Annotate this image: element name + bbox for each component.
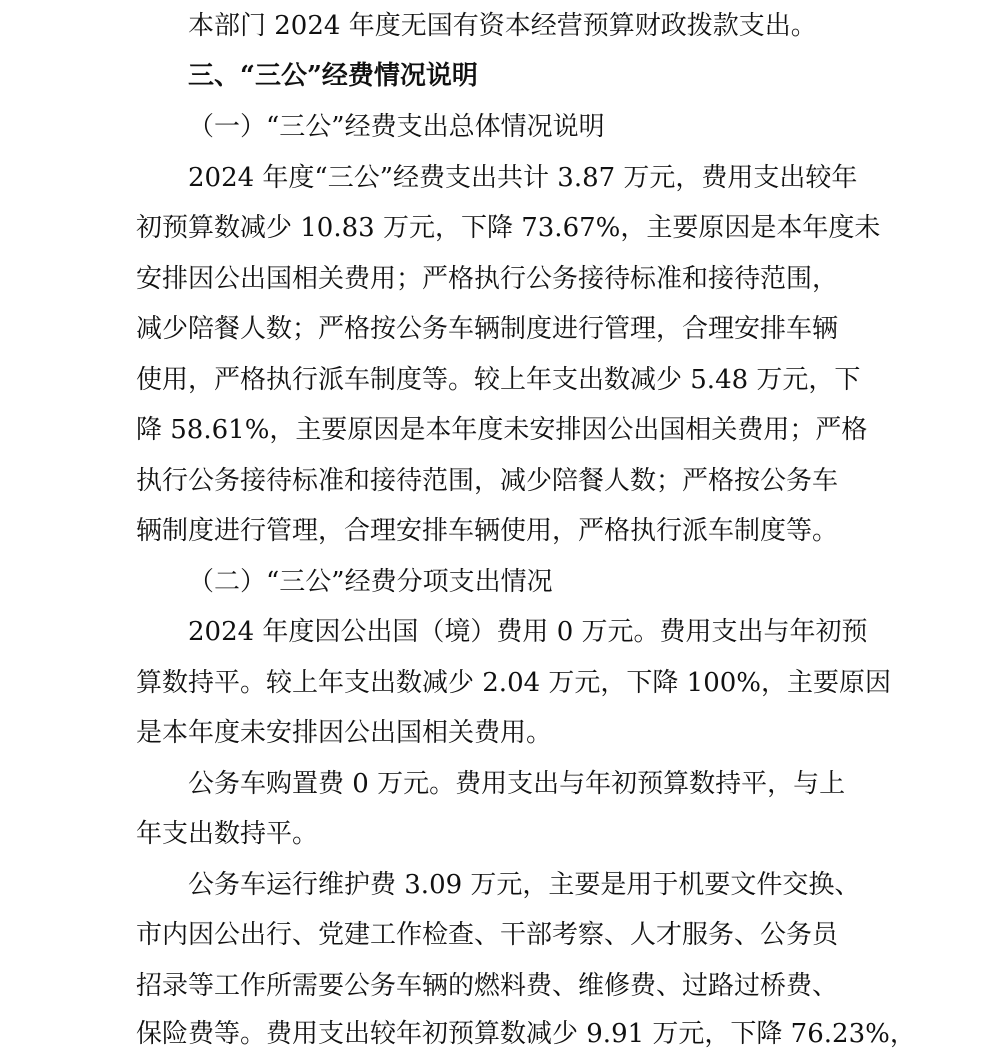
body-text-line: 安排因公出国相关费用；严格执行公务接待标准和接待范围， (136, 264, 839, 294)
body-text-line: 初预算数减少 10.83 万元，下降 73.67%，主要原因是本年度未 (136, 213, 881, 243)
body-text-line: 公务车运行维护费 3.09 万元，主要是用于机要文件交换、 (188, 870, 861, 900)
section-heading: 三、“三公”经费情况说明 (188, 61, 478, 91)
subsection-heading: （一）“三公”经费支出总体情况说明 (188, 112, 605, 142)
body-text-line: 2024 年度“三公”经费支出共计 3.87 万元，费用支出较年 (188, 163, 858, 193)
body-text-line: 减少陪餐人数；严格按公务车辆制度进行管理，合理安排车辆 (136, 314, 839, 344)
body-text-line: 执行公务接待标准和接待范围，减少陪餐人数；严格按公务车 (136, 466, 839, 496)
body-text-line: 市内因公出行、党建工作检查、干部考察、人才服务、公务员 (136, 920, 839, 950)
body-text-line: 2024 年度因公出国（境）费用 0 万元。费用支出与年初预 (188, 617, 868, 647)
body-text-line: 算数持平。较上年支出数减少 2.04 万元，下降 100%，主要原因 (136, 668, 892, 698)
body-text-line: 保险费等。费用支出较年初预算数减少 9.91 万元，下降 76.23%， (136, 1019, 916, 1049)
body-text-line: 招录等工作所需要公务车辆的燃料费、维修费、过路过桥费、 (136, 971, 839, 1001)
body-text-line: 使用，严格执行派车制度等。较上年支出数减少 5.48 万元，下 (136, 365, 861, 395)
body-text-line: 本部门 2024 年度无国有资本经营预算财政拨款支出。 (188, 11, 817, 41)
body-text-line: 是本年度未安排因公出国相关费用。 (136, 718, 553, 748)
body-text-line: 年支出数持平。 (136, 819, 319, 849)
body-text-line: 辆制度进行管理，合理安排车辆使用，严格执行派车制度等。 (136, 516, 839, 546)
subsection-heading: （二）“三公”经费分项支出情况 (188, 567, 553, 597)
body-text-line: 降 58.61%，主要原因是本年度未安排因公出国相关费用；严格 (136, 415, 868, 445)
body-text-line: 公务车购置费 0 万元。费用支出与年初预算数持平，与上 (188, 769, 846, 799)
